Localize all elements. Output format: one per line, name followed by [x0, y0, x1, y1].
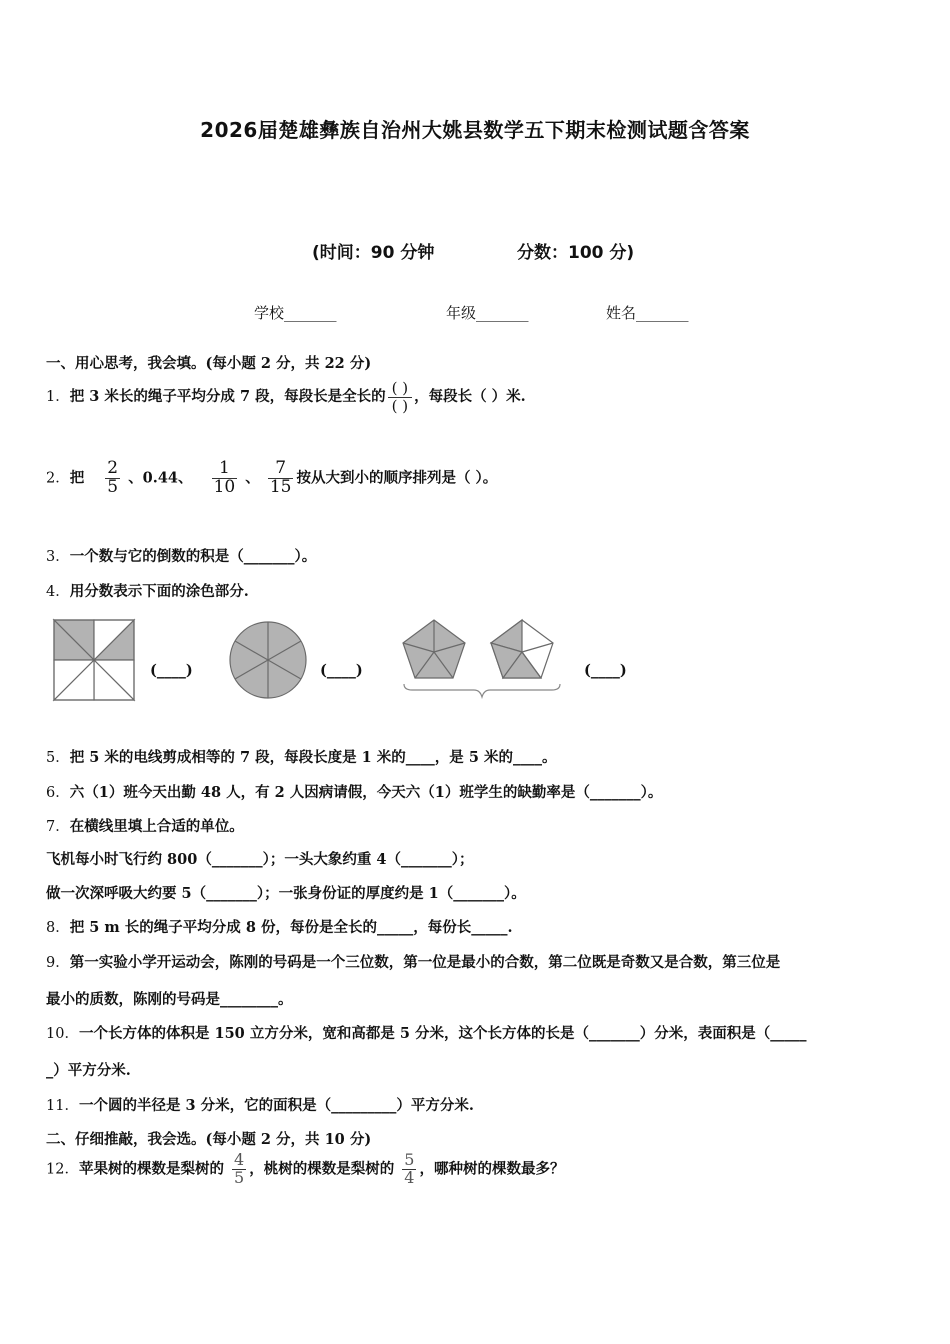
pinwheel-square-figure	[54, 620, 134, 700]
question-number: 4．	[46, 584, 70, 600]
section-2-header: 二、仔细推敲，我会选。(每小题 2 分，共 10 分)	[46, 1131, 372, 1148]
fraction-denominator: 4	[404, 1167, 415, 1187]
question-9	[46, 951, 780, 972]
q9-text-b: 最小的质数，陈刚的号码是________。	[46, 991, 293, 1008]
q2-text-a: 把	[69, 469, 85, 487]
q11-text: 一个圆的半径是 3 分米，它的面积是（_________）平方分米.	[78, 1097, 474, 1114]
q12-text-a: 苹果树的棵数是梨树的	[78, 1160, 224, 1178]
fraction-numerator: 2	[107, 458, 119, 478]
fraction-denominator: 10	[213, 476, 236, 497]
page-title: 2026届楚雄彝族自治州大姚县数学五下期末检测试题含答案	[200, 118, 750, 142]
q6-text: 六（1）班今天出勤 48 人，有 2 人因病请假，今天六（1）班学生的缺勤率是（_______）。	[69, 784, 663, 801]
q2-fraction-1	[105, 460, 120, 497]
q4-blank-2[interactable]: (____)	[320, 662, 363, 679]
fraction-denominator: 15	[269, 476, 292, 497]
q12-fraction-1	[232, 1152, 246, 1187]
question-10	[46, 1022, 807, 1043]
q7-line-2: 做一次深呼吸大约要 5（_______）；一张身份证的厚度约是 1（_______）。	[46, 885, 526, 902]
fraction-numerator: 7	[275, 458, 287, 478]
pentagon-figure-2	[491, 620, 553, 678]
q12-fraction-2	[402, 1152, 416, 1187]
q10-text-a: 一个长方体的体积是 150 立方分米，宽和高都是 5 分米，这个长方体的长是（_______）分米，表面积是（_____	[78, 1025, 807, 1042]
question-number: 10．	[46, 1026, 79, 1042]
q1-fraction-denominator: ( )	[388, 397, 412, 415]
question-number: 2．	[46, 470, 70, 487]
question-4	[46, 580, 249, 601]
fraction-numerator: 4	[234, 1150, 245, 1169]
q1-text-b: ，每段长（ ）米.	[414, 388, 526, 405]
q1-text-a: 把 3 米长的绳子平均分成 7 段，每段长是全长的	[69, 388, 386, 405]
q2-text-b: 、0.44、	[128, 469, 193, 487]
question-6	[46, 781, 662, 802]
q9-text-a: 第一实验小学开运动会，陈刚的号码是一个三位数，第一位是最小的合数，第二位既是奇数又是合数，第三位是	[69, 954, 781, 971]
q10-text-b: _）平方分米.	[46, 1062, 131, 1079]
q4-blank-1[interactable]: (____)	[150, 662, 193, 679]
question-number: 6．	[46, 785, 70, 801]
q4-blank-3[interactable]: (____)	[584, 662, 627, 679]
circle-figure	[230, 622, 306, 698]
q12-text-c: ，哪种树的棵数最多？	[419, 1160, 565, 1178]
question-number: 8．	[46, 920, 70, 936]
pentagon-figure-1	[403, 620, 465, 678]
section-1-header: 一、用心思考，我会填。(每小题 2 分，共 22 分)	[46, 355, 372, 372]
question-2	[46, 460, 497, 497]
grade-field: 年级_______	[446, 304, 529, 322]
question-12	[46, 1152, 564, 1187]
question-5	[46, 746, 556, 767]
q4-text: 用分数表示下面的涂色部分.	[69, 583, 249, 600]
question-number: 5．	[46, 750, 70, 766]
q3-text: 一个数与它的倒数的积是（_______）。	[69, 548, 317, 565]
question-7	[46, 815, 244, 836]
score-label: 分数：100 分)	[517, 243, 635, 263]
q1-fraction	[388, 380, 412, 414]
school-field: 学校_______	[254, 304, 337, 322]
fraction-denominator: 5	[107, 476, 119, 497]
question-number: 11．	[46, 1098, 79, 1114]
fraction-numerator: 5	[404, 1150, 415, 1169]
time-label: (时间：90 分钟	[312, 243, 435, 263]
q7-line-1: 飞机每小时飞行约 800（_______）；一头大象约重 4（_______）；	[46, 851, 474, 868]
question-number: 9．	[46, 955, 70, 971]
question-number: 12．	[46, 1161, 79, 1178]
q1-fraction-numerator: ( )	[391, 379, 409, 397]
question-1	[46, 380, 526, 414]
q5-text: 把 5 米的电线剪成相等的 7 段，每段长度是 1 米的____，是 5 米的____。	[69, 749, 557, 766]
q7-text: 在横线里填上合适的单位。	[69, 818, 244, 835]
question-number: 1．	[46, 389, 70, 405]
question-number: 7．	[46, 819, 70, 835]
question-3	[46, 545, 316, 566]
q2-fraction-2	[212, 460, 238, 497]
q12-text-b: ，桃树的棵数是梨树的	[249, 1160, 395, 1178]
name-field: 姓名_______	[606, 304, 689, 322]
fraction-denominator: 5	[234, 1167, 245, 1187]
question-8	[46, 916, 513, 937]
question-11	[46, 1094, 474, 1115]
q8-text: 把 5 m 长的绳子平均分成 8 份，每份是全长的_____，每份长_____.	[69, 919, 513, 936]
q2-fraction-3	[268, 460, 294, 497]
q2-text-c: 、	[245, 469, 260, 487]
q4-figures	[46, 612, 646, 707]
fraction-numerator: 1	[218, 458, 230, 478]
brace	[404, 684, 560, 697]
q2-text-d: 按从大到小的顺序排列是（ ）。	[296, 469, 498, 487]
question-number: 3．	[46, 549, 70, 565]
